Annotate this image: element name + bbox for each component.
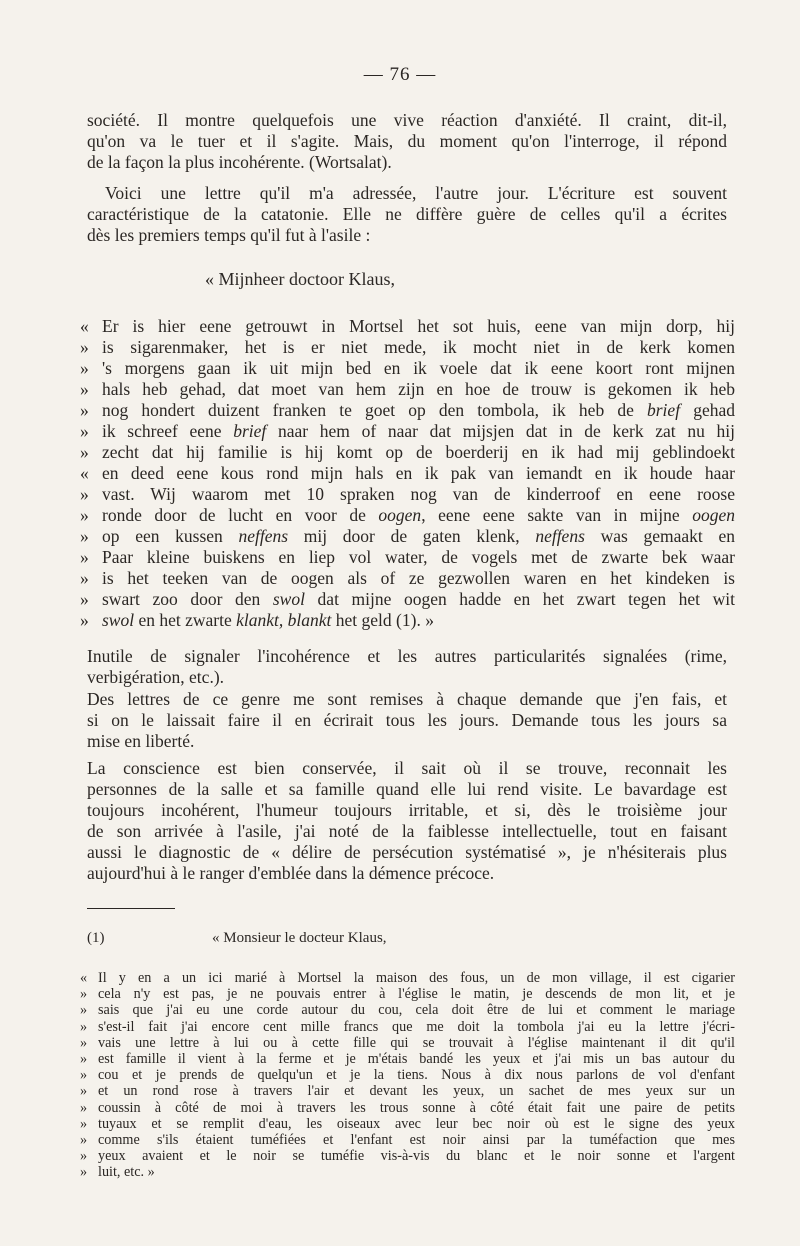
quote-mark: » [80, 505, 89, 525]
letter-line: hals heb gehad, dat moet van hem zijn en hoe de trouw is gekomen ik heb [102, 379, 735, 399]
letter-line: is het teeken van de oogen als of ze gezwollen waren en het kindeken is [102, 568, 735, 588]
letter-line: is sigarenmaker, het is er niet mede, ik mocht niet in de kerk komen [102, 337, 735, 357]
quote-mark: » [80, 1115, 88, 1132]
italic-word: neffens [238, 526, 289, 546]
text-line: si on le laissait faire il en écrirait tous les jours. Demande tous les jours sa [87, 710, 727, 730]
footnote-line: cou et je prends de quelqu'un et je la tiens. Nous à dix nous parlons de vol d'enfant [98, 1067, 735, 1084]
paragraph-1 [87, 110, 727, 173]
paragraph-2 [87, 183, 727, 246]
quote-mark: « [80, 316, 89, 336]
text-line: Des lettres de ce genre me sont remises à chaque demande que j'en fais, et [87, 689, 727, 709]
footnote-divider [87, 908, 175, 909]
text-line: caractéristique de la catatonie. Elle ne diffère guère de celles qu'il a écrites [87, 204, 727, 224]
text-line: mise en liberté. [87, 731, 195, 751]
footnote-line: est famille il vient à la ferme et je m'étais bandé les yeux et j'ai mis un bas autour du [98, 1051, 735, 1068]
paragraph-4 [87, 689, 727, 752]
letter-line: 's morgens gaan ik uit mijn bed en ik voele dat ik eene koort ront mijnen [102, 358, 735, 378]
letter-line: en deed eene kous rond mijn hals en ik pak van iemandt en ik houde haar [102, 463, 735, 483]
quote-mark: » [80, 484, 89, 504]
italic-word: swol [272, 589, 305, 609]
italic-word: brief [233, 421, 267, 441]
letter-line: ik schreef eene brief naar hem of naar dat mijsjen dat in de kerk zat nu hij [102, 421, 735, 441]
text-line: verbigération, etc.). [87, 667, 225, 687]
footnote-heading [87, 930, 687, 947]
footnote-line: cela n'y est pas, je ne pouvais entrer à l'église le matin, je descends de mon lit, et je [98, 986, 735, 1003]
letter-line: Er is hier eene getrouwt in Mortsel het sot huis, eene van mijn dorp, hij [102, 316, 735, 336]
italic-word: oogen [692, 505, 735, 525]
page-number: — 76 — [363, 64, 437, 85]
quote-mark: » [80, 1034, 88, 1051]
footnote-salutation: « Monsieur le docteur Klaus, [212, 930, 387, 946]
quote-mark: » [80, 1083, 88, 1100]
letter-line: nog hondert duizent franken te goet op den tombola, ik heb de brief gehad [102, 400, 735, 420]
text-line: de son arrivée à l'asile, j'ai noté de la faiblesse intellectuelle, tout en faisant [87, 821, 727, 841]
letter-line: swart zoo door den swol dat mijne oogen hadde en het zwart tegen het wit [102, 589, 735, 609]
footnote-line: vais une lettre à lui ou à cette fille qui se trouvait à l'église maintenant il dit qu'il [98, 1034, 735, 1051]
quote-mark: » [80, 610, 89, 630]
quote-mark: « [80, 463, 89, 483]
paragraph-3 [87, 646, 727, 688]
letter-line: ronde door de lucht en voor de oogen, eene eene sakte van in mijne oogen [102, 505, 735, 525]
text-line: Inutile de signaler l'incohérence et les autres particularités signalées (rime, [87, 646, 727, 666]
footnote-line: s'est-il fait j'ai encore cent mille francs que me doit la tombola j'ai eu la lettre j'écri- [98, 1018, 735, 1035]
footnote-translation [80, 970, 735, 1181]
quote-mark: » [80, 589, 89, 609]
quote-mark: » [80, 1132, 88, 1149]
footnote-line: Il y en a un ici marié à Mortsel la maison des fous, un de mon village, il est cigarier [98, 970, 735, 986]
quote-mark: » [80, 1164, 88, 1181]
italic-word: brief [647, 400, 681, 420]
text-line: dès les premiers temps qu'il fut à l'asile : [87, 225, 371, 245]
letter-line: Paar kleine buiskens en liep vol water, de vogels met de zwarte bek waar [102, 547, 735, 567]
quote-mark: » [80, 358, 89, 378]
quote-mark: » [80, 1018, 88, 1035]
footnote-line: comme s'ils étaient tuméfiées et l'enfant est noir ainsi par la tuméfaction que mes [98, 1132, 735, 1149]
footnote-line: sais que j'ai eu une corde autour du cou, cela doit être de lui et comment le mariage [98, 1002, 735, 1019]
text-line: Voici une lettre qu'il m'a adressée, l'autre jour. L'écriture est souvent [105, 183, 727, 203]
paragraph-5 [87, 758, 727, 884]
quote-mark: » [80, 379, 89, 399]
footnote-line: yeux avaient et le noir se tuméfie vis-à-vis du blanc et le noir sonne et l'argent [98, 1148, 735, 1165]
quote-mark: » [80, 1002, 88, 1019]
letter-line: swol en het zwarte klankt, blankt het geld (1). » [102, 610, 434, 630]
quote-mark: » [80, 568, 89, 588]
quote-mark: » [80, 400, 89, 420]
italic-word: oogen [378, 505, 422, 525]
italic-word: klankt, blankt [236, 610, 332, 630]
quote-mark: » [80, 421, 89, 441]
quote-mark: » [80, 337, 89, 357]
letter-line: vast. Wij waarom met 10 spraken nog van de kinderroof en eene roose [102, 484, 735, 504]
text-line: La conscience est bien conservée, il sait où il se trouve, reconnait les [87, 758, 727, 778]
quoted-letter [80, 316, 735, 631]
letter-line: zecht dat hij familie is hij komt op de boerderij en ik had mij geblindoekt [102, 442, 735, 462]
letter-salutation: « Mijnheer doctoor Klaus, [205, 269, 395, 289]
italic-word: swol [102, 610, 135, 630]
italic-word: neffens [535, 526, 585, 546]
footnote-line: et un rond rose à travers l'air et devant les yeux, un sachet de mes yeux sur un [98, 1083, 735, 1100]
footnote-line: tuyaux et se remplit d'eau, les oiseaux avec leur bec noir où est le signe des yeux [98, 1115, 735, 1132]
quote-mark: » [80, 1067, 88, 1084]
text-line: aujourd'hui à le ranger d'emblée dans la démence précoce. [87, 863, 495, 883]
quote-mark: » [80, 1148, 88, 1165]
text-line: personnes de la salle et sa famille quand elle lui rend visite. Le bavardage est [87, 779, 727, 799]
footnote-line: luit, etc. » [98, 1164, 155, 1181]
letter-line: op een kussen neffens mij door de gaten klenk, neffens was gemaakt en [102, 526, 735, 546]
text-line: aussi le diagnostic de « délire de persécution systématisé », je n'hésiterais plus [87, 842, 727, 862]
quote-mark: » [80, 526, 89, 546]
text-line: société. Il montre quelquefois une vive réaction d'anxiété. Il craint, dit-il, [87, 110, 727, 130]
footnote-mark: (1) [87, 930, 105, 946]
quote-mark: « [80, 970, 88, 986]
quote-mark: » [80, 1051, 88, 1068]
quote-mark: » [80, 547, 89, 567]
footnote-line: coussin à côté de moi à travers les trous sonne à côté était fait une paire de petits [98, 1099, 735, 1116]
text-line: qu'on va le tuer et il s'agite. Mais, du moment qu'on l'interroge, il répond [87, 131, 727, 151]
text-line: de la façon la plus incohérente. (Wortsalat). [87, 152, 392, 172]
quote-mark: » [80, 986, 88, 1003]
quote-mark: » [80, 442, 89, 462]
text-line: toujours incohérent, l'humeur toujours irritable, et si, dès le troisième jour [87, 800, 727, 820]
quote-mark: » [80, 1099, 88, 1116]
